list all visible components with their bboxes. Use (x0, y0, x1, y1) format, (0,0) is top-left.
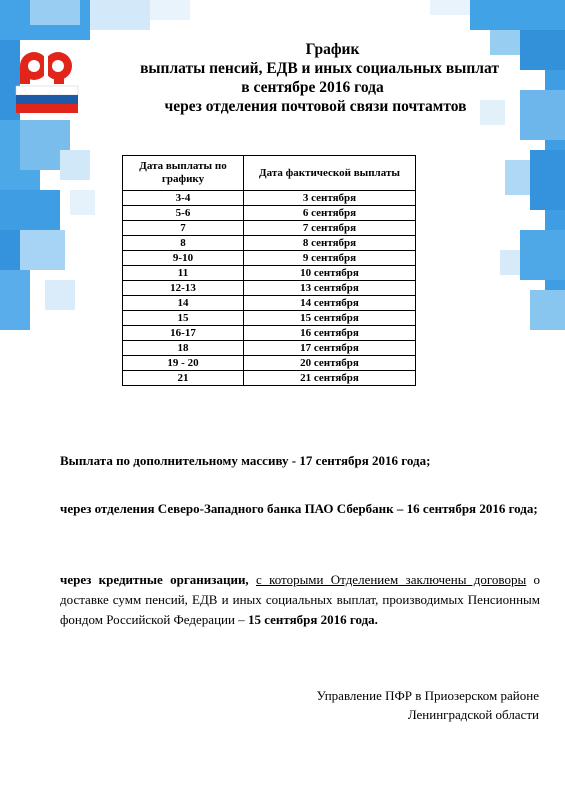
page-title (60, 40, 565, 116)
table-cell: 8 (123, 236, 244, 251)
table-row (123, 356, 416, 371)
title-line: в сентябре 2016 года (241, 79, 384, 96)
table-cell: 16 сентября (244, 326, 416, 341)
table-cell: 16-17 (123, 326, 244, 341)
table-row (123, 206, 416, 221)
table-cell: 3-4 (123, 191, 244, 206)
table-cell: 10 сентября (244, 266, 416, 281)
table-cell: 19 - 20 (123, 356, 244, 371)
credit-body-text: о доставке сумм пенсий, ЕДВ и иных социальных выплат, производимых Пенсионным фондом Российской Федерации – (60, 572, 541, 627)
signature-line: Ленинградской области (407, 707, 539, 722)
table-row (123, 251, 416, 266)
table-cell: 9 сентября (244, 251, 416, 266)
table-cell: 17 сентября (244, 341, 416, 356)
table-cell: 6 сентября (244, 206, 416, 221)
credit-date-text: 15 сентября 2016 года. (247, 612, 378, 627)
table-row (123, 296, 416, 311)
table-cell: 15 сентября (244, 311, 416, 326)
table-row (123, 221, 416, 236)
table-row (123, 266, 416, 281)
table-cell: 8 сентября (244, 236, 416, 251)
table-row (123, 281, 416, 296)
table-cell: 7 сентября (244, 221, 416, 236)
table-row (123, 371, 416, 386)
title-line: выплаты пенсий, ЕДВ и иных социальных выплат (140, 60, 499, 77)
title-line: через отделения почтовой связи почтамтов (164, 98, 467, 115)
table-cell: 21 (123, 371, 244, 386)
table-row (123, 341, 416, 356)
sberbank-paragraph: через отделения Северо-Западного банка ПАО Сбербанк – 16 сентября 2016 года; (60, 501, 538, 516)
table-cell: 20 сентября (244, 356, 416, 371)
table-row (123, 326, 416, 341)
table-cell: 3 сентября (244, 191, 416, 206)
table-row (123, 191, 416, 206)
table-cell: 12-13 (123, 281, 244, 296)
contracts-text: с которыми Отделением заключены договоры (256, 572, 527, 587)
column-header: Дата фактической выплаты (244, 156, 416, 191)
column-header: Дата выплаты по графику (123, 156, 244, 191)
table-cell: 13 сентября (244, 281, 416, 296)
table-cell: 21 сентября (244, 371, 416, 386)
additional-payment-paragraph: Выплата по дополнительному массиву - 17 сентября 2016 года; (60, 453, 431, 468)
title-line: График (305, 41, 360, 58)
signature-line: Управление ПФР в Приозерском районе (316, 688, 539, 703)
table-cell: 9-10 (123, 251, 244, 266)
table-cell: 5-6 (123, 206, 244, 221)
table-cell: 14 (123, 296, 244, 311)
table-cell: 7 (123, 221, 244, 236)
table-cell: 14 сентября (244, 296, 416, 311)
table-cell: 11 (123, 266, 244, 281)
table-cell: 15 (123, 311, 244, 326)
table-row (123, 236, 416, 251)
credit-organizations-paragraph (60, 570, 540, 630)
table-row (123, 311, 416, 326)
table-header-row (123, 156, 416, 191)
credit-intro-text: через кредитные организации, (60, 572, 249, 587)
table-cell: 18 (123, 341, 244, 356)
payment-schedule-table (122, 155, 416, 386)
signature-block (317, 686, 539, 724)
